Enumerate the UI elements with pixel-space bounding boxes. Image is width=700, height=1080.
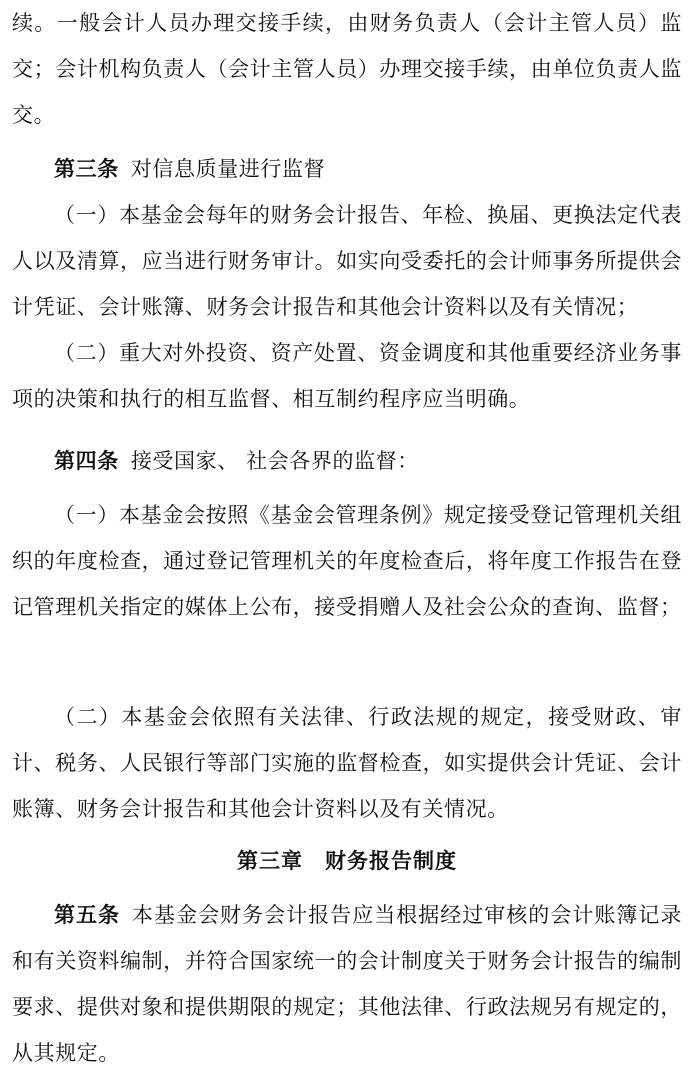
article-3-clause-2 — [12, 330, 682, 422]
clause-text: （一）本基金会每年的财务会计报告、年检、换届、更换法定代表人以及清算，应当进行财务审计。如实向受委托的会计师事务所提供会计凭证、会计账簿、财务会计报告和其他会计资料以及有关情况； — [12, 203, 682, 319]
clause-text: （一）本基金会按照《基金会管理条例》规定接受登记管理机关组织的年度检查，通过登记管理机关的年度检查后，将年度工作报告在登记管理机关指定的媒体上公布，接受捐赠人及社会公众的查询、监督； — [12, 503, 682, 619]
article-4-clause-2 — [12, 694, 682, 832]
article-title: 对信息质量进行监督 — [130, 157, 326, 181]
article-text: 本基金会财务会计报告应当根据经过审核的会计账簿记录和有关资料编制，并符合国家统一的会计制度关于财务会计报告的编制要求、提供对象和提供期限的规定；其他法律、行政法规另有规定的，从其规定。 — [12, 903, 682, 1065]
chapter-3-heading — [12, 838, 682, 884]
article-5 — [12, 892, 682, 1076]
article-4-heading — [12, 438, 682, 484]
paragraph-continuation — [12, 0, 682, 138]
article-number: 第三条 — [54, 157, 119, 181]
clause-text: （二）本基金会依照有关法律、行政法规的规定，接受财政、审计、税务、人民银行等部门实施的监督检查，如实提供会计凭证、会计账簿、财务会计报告和其他会计资料以及有关情况。 — [12, 705, 682, 821]
clause-text: （二）重大对外投资、资产处置、资金调度和其他重要经济业务事项的决策和执行的相互监督、相互制约程序应当明确。 — [12, 341, 682, 411]
article-3-clause-1 — [12, 192, 682, 330]
article-number: 第四条 — [54, 449, 119, 473]
paragraph-text: 续。一般会计人员办理交接手续，由财务负责人（会计主管人员）监交；会计机构负责人（会计主管人员）办理交接手续，由单位负责人监交。 — [12, 11, 682, 127]
article-3-heading — [12, 146, 682, 192]
article-number: 第五条 — [54, 903, 121, 927]
chapter-title: 第三章 财务报告制度 — [237, 849, 457, 873]
article-title: 接受国家、 社会各界的监督： — [130, 449, 419, 473]
article-4-clause-1 — [12, 492, 682, 630]
